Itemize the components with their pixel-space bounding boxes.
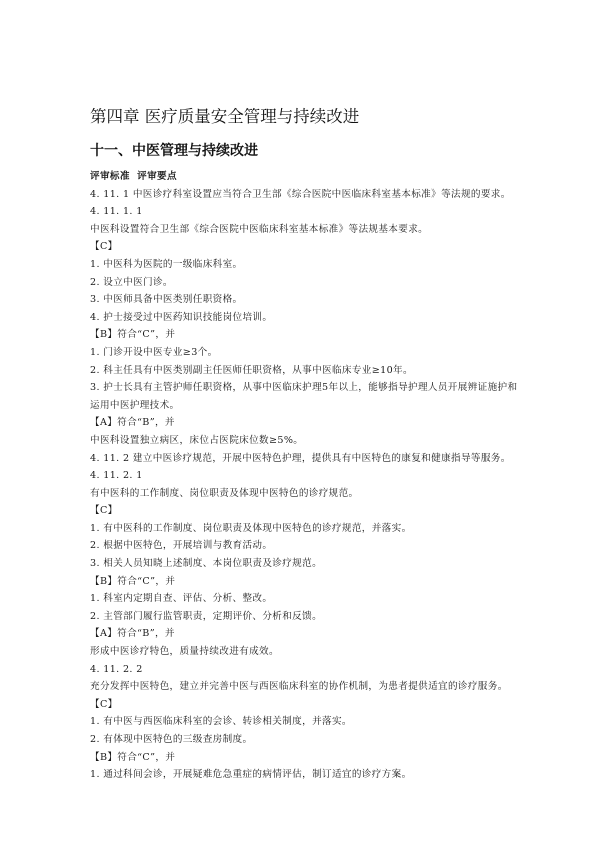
text-line: 4. 11. 1 中医诊疗科室设置应当符合卫生部《综合医院中医临床科室基本标准》等法规的要求。 [90, 188, 511, 200]
text-line: 2. 设立中医门诊。 [90, 276, 173, 288]
text-line: 有中医科的工作制度、岗位职责及体现中医特色的诊疗规范。 [90, 487, 359, 499]
text-line: 1. 有中医科的工作制度、岗位职责及体现中医特色的诊疗规范，并落实。 [90, 522, 412, 534]
text-line: 形成中医诊疗特色，质量持续改进有成效。 [90, 646, 279, 658]
text-line: 【B】符合“C”，并 [90, 329, 176, 341]
text-line: 4. 护士接受过中医药知识技能岗位培训。 [90, 311, 273, 323]
text-line: 3. 中医师具备中医类别任职资格。 [90, 294, 243, 306]
text-line: 3. 护士长具有主管护师任职资格，从事中医临床护理5年以上，能够指导护理人员开展辨证施护和运用中医护理技术。 [90, 382, 518, 411]
text-line: 1. 通过科间会诊，开展疑难危急重症的病情评估，制订适宜的诊疗方案。 [90, 769, 412, 781]
text-line: 中医科设置独立病区，床位占医院床位数≥5%。 [90, 434, 304, 446]
text-line: 2. 科主任具有中医类别副主任医师任职资格，从事中医临床专业≥10年。 [90, 364, 413, 376]
text-line: 【B】符合“C”，并 [90, 751, 176, 763]
text-line: 4. 11. 1. 1 [90, 206, 143, 218]
text-line: 充分发挥中医特色，建立并完善中医与西医临床科室的协作机制，为患者提供适宜的诊疗服务。 [90, 681, 508, 693]
standards-text [90, 168, 520, 784]
document-body [90, 107, 520, 784]
text-line: 【B】符合“C”，并 [90, 575, 176, 587]
text-line: 【C】 [90, 698, 118, 710]
text-line: 【C】 [90, 241, 118, 253]
text-line: 1. 科室内定期自查、评估、分析、整改。 [90, 593, 273, 605]
text-line: 中医科设置符合卫生部《综合医院中医临床科室基本标准》等法规基本要求。 [90, 223, 429, 235]
text-line: 2. 根据中医特色，开展培训与教育活动。 [90, 540, 273, 552]
text-line: 【C】 [90, 505, 118, 517]
text-line: 1. 中医科为医院的一级临床科室。 [90, 258, 243, 270]
text-line: 【A】符合“B”，并 [90, 628, 175, 640]
section-title: 十一、中医管理与持续改进 [90, 143, 258, 159]
chapter-title: 第四章 医疗质量安全管理与持续改进 [90, 107, 360, 126]
text-line: 1. 有中医与西医临床科室的会诊、转诊相关制度，并落实。 [90, 716, 352, 728]
text-line: 3. 相关人员知晓上述制度、本岗位职责及诊疗规范。 [90, 558, 323, 570]
text-line: 4. 11. 2 建立中医诊疗规范，开展中医特色护理，提供具有中医特色的康复和健康指导等服务。 [90, 452, 511, 464]
column-header-line: 评审标准 评审要点 [90, 171, 177, 182]
text-line: 2. 有体现中医特色的三级查房制度。 [90, 734, 253, 745]
text-line: 【A】符合“B”，并 [90, 417, 175, 429]
text-line: 4. 11. 2. 2 [90, 663, 143, 675]
text-line: 2. 主管部门履行监管职责，定期评价、分析和反馈。 [90, 610, 323, 622]
text-line: 1. 门诊开设中医专业≥3个。 [90, 346, 218, 358]
text-line: 4. 11. 2. 1 [90, 470, 143, 482]
